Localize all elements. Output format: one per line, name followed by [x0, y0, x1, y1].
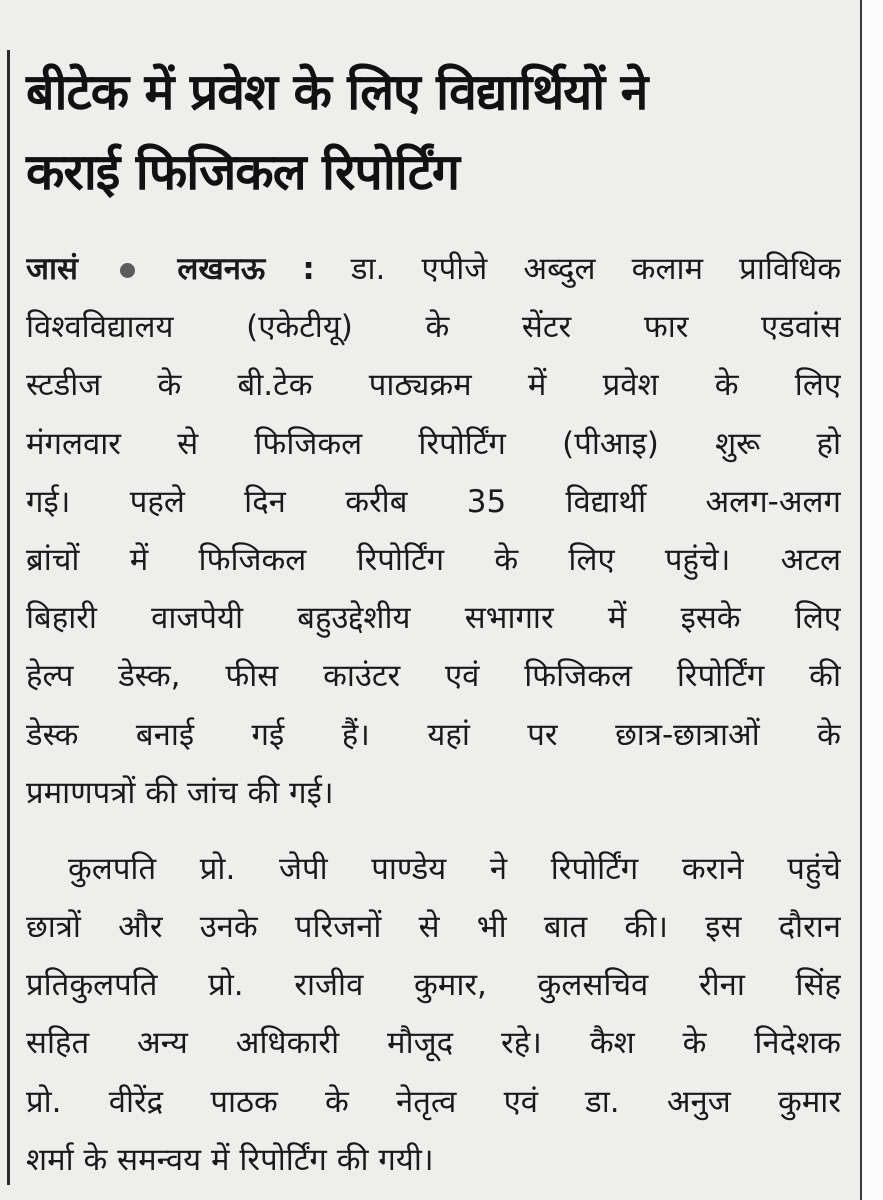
column-rule-right — [860, 0, 862, 1200]
paragraph-text: डा. एपीजे अब्दुल कलाम प्राविधिक — [350, 251, 841, 287]
article-line: सहित अन्य अधिकारी मौजूद रहे। कैश के निदेशक — [26, 1025, 841, 1062]
article-body — [26, 240, 841, 1189]
source-credit: जासं — [26, 251, 78, 287]
article-line: छात्रों और उनके परिजनों से भी बात की। इस दौरान — [26, 909, 841, 946]
article-line: प्रमाणपत्रों की जांच की गई। — [26, 774, 334, 811]
article-line: डेस्क बनाई गई हैं। यहां पर छात्र-छात्राओं के — [26, 716, 841, 753]
headline-line-2: कराई फिजिकल रिपोर्टिंग — [26, 143, 460, 201]
article-line: स्टडीज के बी.टेक पाठ्यक्रम में प्रवेश के लिए — [26, 367, 841, 404]
paragraph-gap — [26, 822, 841, 840]
page-margin — [861, 0, 883, 1200]
article-line: मंगलवार से फिजिकल रिपोर्टिंग (पीआइ) शुरू हो — [26, 425, 841, 462]
article-line: गई। पहले दिन करीब 35 विद्यार्थी अलग-अलग — [26, 483, 841, 520]
dateline-city: लखनऊ : — [177, 251, 315, 287]
article-line: हेल्प डेस्क, फीस काउंटर एवं फिजिकल रिपोर्टिंग की — [26, 658, 841, 695]
article-line: विश्वविद्यालय (एकेटीयू) के सेंटर फार एडवांस — [26, 309, 841, 346]
headline — [26, 52, 854, 212]
bullet-icon — [120, 263, 135, 278]
article-line — [26, 240, 841, 298]
article-line: शर्मा के समन्वय में रिपोर्टिंग की गयी। — [26, 1141, 434, 1178]
headline-line-1: बीटेक में प्रवेश के लिए विद्यार्थियों ने — [26, 63, 648, 121]
article-line: प्रो. वीरेंद्र पाठक के नेतृत्व एवं डा. अनुज कुमार — [26, 1083, 841, 1120]
column-rule-left — [7, 50, 10, 1185]
article-line: ब्रांचों में फिजिकल रिपोर्टिंग के लिए पहुंचे। अटल — [26, 541, 841, 578]
article-line: कुलपति प्रो. जेपी पाण्डेय ने रिपोर्टिंग कराने पहुंचे — [68, 850, 841, 887]
article-line: प्रतिकुलपति प्रो. राजीव कुमार, कुलसचिव रीना सिंह — [26, 967, 841, 1004]
article-line: बिहारी वाजपेयी बहुउद्देशीय सभागार में इसके लिए — [26, 600, 841, 637]
